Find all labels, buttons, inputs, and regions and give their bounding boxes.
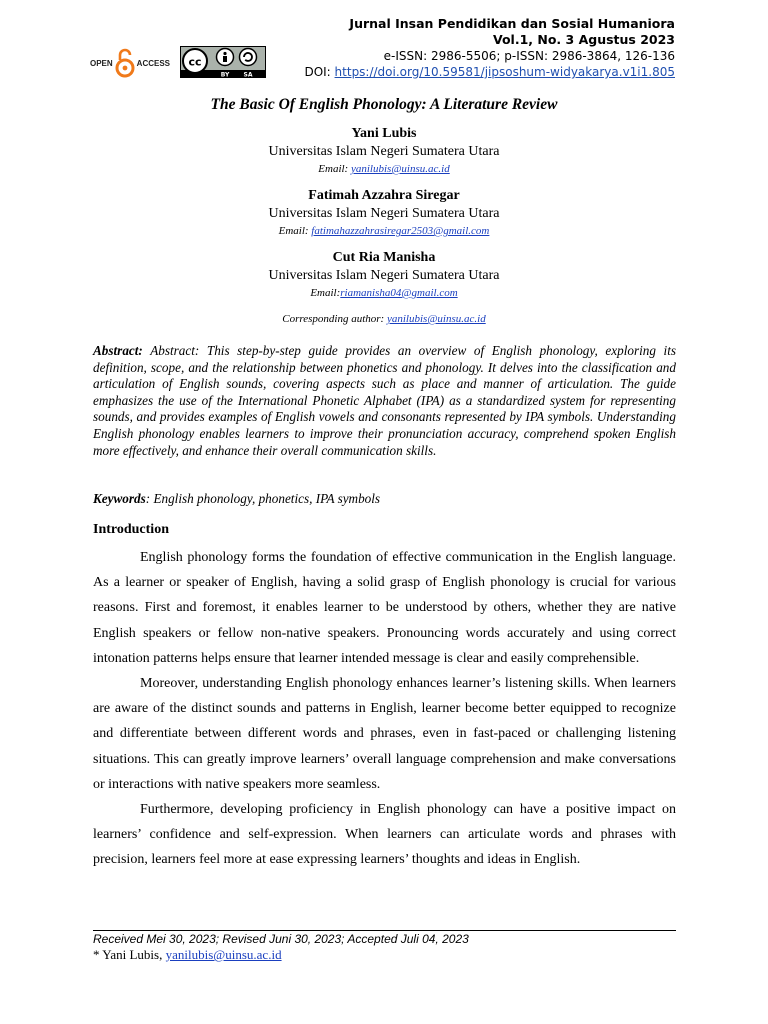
author-email-link[interactable]: yanilubis@uinsu.ac.id (350, 163, 450, 175)
corresponding-author (0, 313, 768, 325)
author-affiliation: Universitas Islam Negeri Sumatera Utara (268, 144, 500, 159)
body-paragraph: Furthermore, developing proficiency in English phonology can have a positive impact on learners’ confidence and self-expression. When learners can articulate words and phrases with precision, learners feel more at ease expressing learners’ thoughts and ideas in English. (93, 802, 676, 868)
journal-info (304, 16, 675, 80)
corresponding-label: Corresponding author: (282, 313, 387, 325)
cc-by-sa-license-icon (180, 46, 266, 78)
abstract-text: Abstract: This step-by-step guide provides an overview of English phonology, exploring its definition, scope, and the relationship between phonetics and phonology. It delves into the classification and articulation of English sounds, covering aspects such as place and manner of articulation. The guide emphasizes the use of the International Phonetic Alphabet (IPA) as a standardized system for representing sounds, and provides examples of English vowels and consonants represented by IPA symbols. Understanding English phonology enables learners to improve their pronunciation accuracy, comprehend spoken English more effectively, and enhance their overall communication skills. (93, 343, 677, 458)
corresponding-email-link[interactable]: yanilubis@uinsu.ac.id (386, 313, 486, 325)
journal-issn: e-ISSN: 2986-5506; p-ISSN: 2986-3864, 126-136 (383, 49, 675, 63)
doi-label: DOI: (304, 65, 335, 79)
footnote-author-email-link[interactable]: yanilubis@uinsu.ac.id (165, 947, 282, 962)
cc-by-label: BY (220, 71, 230, 78)
author-email-link[interactable]: riamanisha04@gmail.com (340, 287, 458, 299)
keywords (93, 491, 380, 507)
email-label: Email: (310, 287, 341, 299)
body-paragraph: Moreover, understanding English phonology enhances learner’s listening skills. When learners are aware of the distinct sounds and patterns in English, learner become better equipped to recognize and differentiate between different words and phrases, even in fast-paced or challenging listening situations. This can greatly improve learners’ overall language comprehension and make conversations or interactions with native speakers more seamless. (93, 676, 676, 792)
journal-volume: Vol.1, No. 3 Agustus 2023 (492, 32, 675, 47)
author-affiliation: Universitas Islam Negeri Sumatera Utara (268, 268, 500, 283)
introduction-heading: Introduction (93, 522, 169, 537)
author-email (0, 223, 768, 239)
author-name: Yani Lubis (351, 126, 417, 141)
email-label: Email: (278, 225, 312, 237)
open-access-logo (90, 48, 170, 78)
open-access-lock-icon (115, 48, 135, 78)
svg-text:cc: cc (188, 55, 202, 69)
author-affiliation: Universitas Islam Negeri Sumatera Utara (268, 206, 500, 221)
author-name: Cut Ria Manisha (332, 250, 436, 265)
email-label: Email: (318, 163, 351, 175)
doi-link[interactable]: https://doi.org/10.59581/jipsoshum-widyakarya.v1i1.805 (334, 65, 675, 79)
journal-name: Jurnal Insan Pendidikan dan Sosial Humaniora (349, 16, 675, 31)
cc-sa-label: SA (243, 71, 253, 78)
paper-title: The Basic Of English Phonology: A Literature Review (210, 96, 558, 113)
author-block (0, 125, 768, 177)
author-block (0, 187, 768, 239)
author-email-link[interactable]: fatimahazzahrasiregar2503@gmail.com (311, 225, 490, 237)
journal-doi (304, 64, 675, 80)
footnote-author-prefix: * Yani Lubis, (93, 947, 166, 962)
body-text (93, 545, 676, 873)
author-name: Fatimah Azzahra Siregar (308, 188, 460, 203)
abstract-label: Abstract: (93, 343, 143, 358)
footnote-author (93, 947, 282, 963)
open-access-left-text: OPEN (90, 58, 113, 68)
footnote-dates: Received Mei 30, 2023; Revised Juni 30, 2023; Accepted Juli 04, 2023 (93, 932, 469, 946)
open-access-right-text: ACCESS (136, 58, 171, 68)
author-email (0, 161, 768, 177)
abstract (93, 343, 676, 459)
keywords-text: : English phonology, phonetics, IPA symbols (145, 491, 381, 506)
author-block (0, 249, 768, 301)
keywords-label: Keywords (93, 491, 146, 506)
body-paragraph: English phonology forms the foundation of effective communication in the English language. As a learner or speaker of English, having a solid grasp of English phonology is crucial for various reasons. First and foremost, it enables learner to be understood by others, whether they are native English speakers or fellow non-native speakers. Pronouncing words accurately and using correct intonation patterns helps ensure that learner intended message is clear and easily comprehensible. (93, 550, 676, 666)
footnote-divider (93, 930, 676, 931)
author-email (0, 285, 768, 301)
